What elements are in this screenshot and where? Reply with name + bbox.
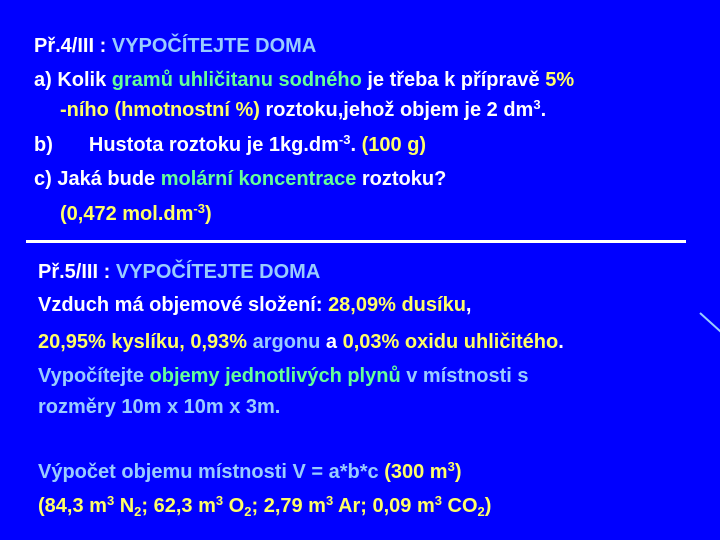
task4-answer-b: (100 g) <box>361 134 427 156</box>
result-line-1: Výpočet objemu místnosti V = a*b*c (300 $m^3$) <box>38 459 462 483</box>
result-line-2: (84,3 $m^3$ $N_2$; 62,3 $m^3$ $O_2$; 2,79 $m^3$ Ar; 0,09 $m^3$ $CO_2$) <box>38 493 492 519</box>
task5-line-1: Vzduch má objemové složení: 28,09% dusíku, <box>38 294 472 316</box>
divider-line <box>26 240 686 243</box>
task4-question-a-cont: -ního (hmotnostní %) roztoku,jehož objem je 2 $dm^3$. <box>60 97 547 121</box>
task4-title <box>34 34 316 58</box>
task4-heading: VYPOČÍTEJTE DOMA <box>111 35 317 57</box>
task4-answer-c: (0,472 $mol.dm^{-3}$) <box>60 201 212 225</box>
task4-question-c: c) Jaká bude molární koncentrace roztoku? <box>34 168 447 190</box>
task5-line-4: rozměry 10m x 10m x 3m. <box>38 396 281 418</box>
task4-label: Př.4/III : <box>34 35 112 57</box>
task4-question-b: b) Hustota roztoku je $1kg.dm^{-3}$. (100 g) <box>34 132 427 156</box>
task5-heading: VYPOČÍTEJTE DOMA <box>115 261 321 283</box>
task5-line-2: 20,95% kyslíku, 0,93% argonu a 0,03% oxidu uhličitého. <box>38 331 564 353</box>
task5-title <box>38 260 320 284</box>
task4-question-a: a) Kolik gramů uhličitanu sodného je třeba k přípravě 5% <box>34 69 575 91</box>
decorative-line <box>699 312 720 334</box>
task5-line-3: Vypočítejte objemy jednotlivých plynů v místnosti s <box>38 365 529 387</box>
task5-label: Př.5/III : <box>38 261 116 283</box>
